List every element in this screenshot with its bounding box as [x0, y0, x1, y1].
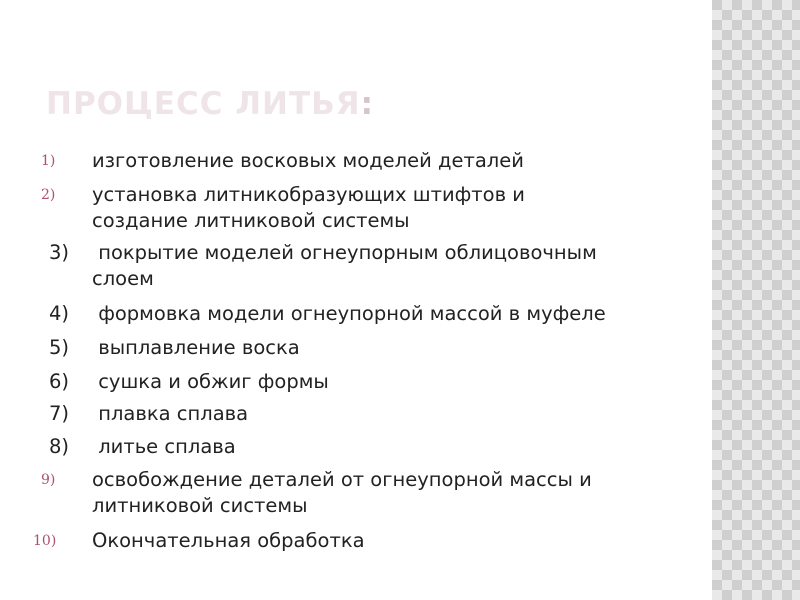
list-item-text: Окончательная обработка — [92, 529, 365, 552]
list-item-text: изготовление восковых моделей деталей — [92, 149, 524, 172]
list-item-number: 8) — [49, 435, 70, 458]
list-item-number: 7) — [49, 402, 70, 425]
list-item-text: литье сплава — [92, 435, 236, 458]
list-item-text: покрытие моделей огнеупорным облицовочным слоем — [92, 241, 597, 290]
list-item-text: плавка сплава — [92, 402, 249, 425]
list-item-text: сушка и обжиг формы — [92, 370, 329, 393]
slide-title-colon: : — [360, 86, 374, 122]
list-item-number: 10) — [33, 533, 57, 549]
list-item-number: 6) — [49, 370, 70, 393]
list-item-number: 5) — [49, 336, 70, 359]
list-item-number: 9) — [41, 472, 56, 488]
slide-title-text: ПРОЦЕСС ЛИТЬЯ — [46, 86, 361, 122]
list-item-number: 3) — [49, 241, 70, 264]
list-item-text: выплавление воска — [92, 336, 300, 359]
slide-title — [46, 86, 374, 122]
list-item-text: освобождение деталей от огнеупорной массы и литниковой системы — [92, 468, 592, 517]
list-item-number: 1) — [41, 153, 56, 169]
list-item-number: 4) — [49, 302, 70, 325]
list-item-text: формовка модели огнеупорной массой в муфеле — [92, 302, 606, 325]
list-item-text: установка литникобразующих штифтов и создание литниковой системы — [92, 183, 525, 232]
decorative-side-band — [712, 0, 800, 600]
list-item-number: 2) — [41, 187, 56, 203]
